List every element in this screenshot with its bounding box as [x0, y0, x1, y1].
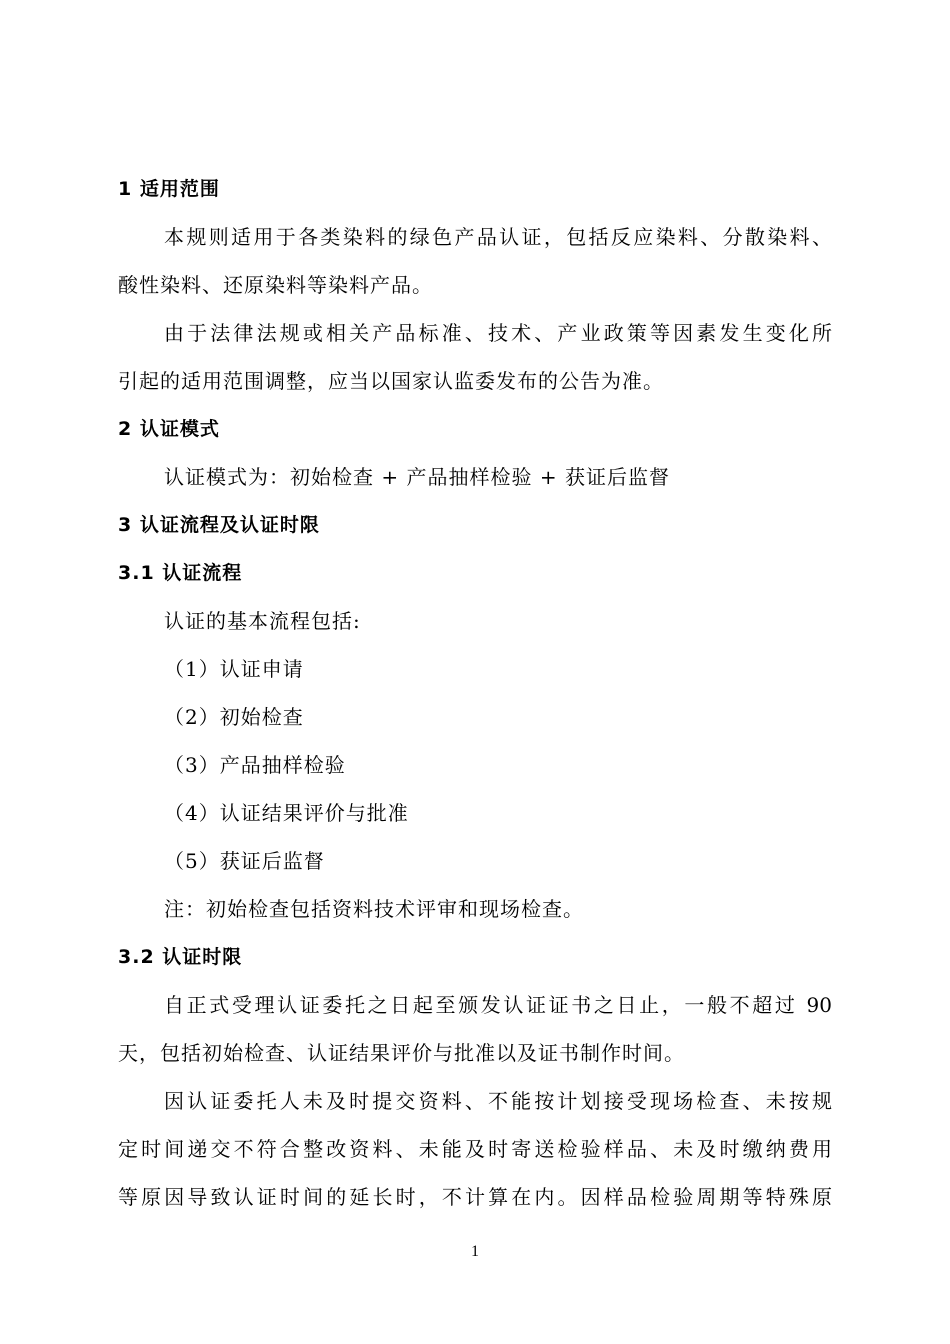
list-item: （1）认证申请	[164, 657, 304, 681]
list-item: （2）初始检查	[164, 705, 304, 729]
heading-scope: 1 适用范围	[118, 178, 220, 200]
heading-certification-time-limit: 3.2 认证时限	[118, 946, 243, 968]
paragraph-line: 因认证委托人未及时提交资料、不能按计划接受现场检查、未按规	[164, 1089, 832, 1113]
paragraph-line: 认证模式为：初始检查 + 产品抽样检验 + 获证后监督	[164, 465, 670, 489]
paragraph-line: 天，包括初始检查、认证结果评价与批准以及证书制作时间。	[118, 1041, 685, 1065]
paragraph-line: 认证的基本流程包括:	[164, 609, 361, 633]
paragraph-line: 酸性染料、还原染料等染料产品。	[118, 273, 433, 297]
page-number: 1	[471, 1243, 479, 1260]
heading-certification-mode: 2 认证模式	[118, 418, 220, 440]
note-line: 注：初始检查包括资料技术评审和现场检查。	[164, 897, 584, 921]
paragraph-line: 本规则适用于各类染料的绿色产品认证，包括反应染料、分散染料、	[164, 225, 832, 249]
paragraph-line: 等原因导致认证时间的延长时，不计算在内。因样品检验周期等特殊原	[118, 1185, 832, 1209]
list-item: （5）获证后监督	[164, 849, 325, 873]
heading-certification-process: 3.1 认证流程	[118, 562, 243, 584]
list-item: （3）产品抽样检验	[164, 753, 346, 777]
heading-process-and-time-limit: 3 认证流程及认证时限	[118, 514, 320, 536]
paragraph-line: 自正式受理认证委托之日起至颁发认证证书之日止，一般不超过 90	[164, 993, 832, 1017]
paragraph-line: 由于法律法规或相关产品标准、技术、产业政策等因素发生变化所	[164, 321, 832, 345]
paragraph-line: 引起的适用范围调整，应当以国家认监委发布的公告为准。	[118, 369, 664, 393]
paragraph-line: 定时间递交不符合整改资料、未能及时寄送检验样品、未及时缴纳费用	[118, 1137, 832, 1161]
list-item: （4）认证结果评价与批准	[164, 801, 409, 825]
